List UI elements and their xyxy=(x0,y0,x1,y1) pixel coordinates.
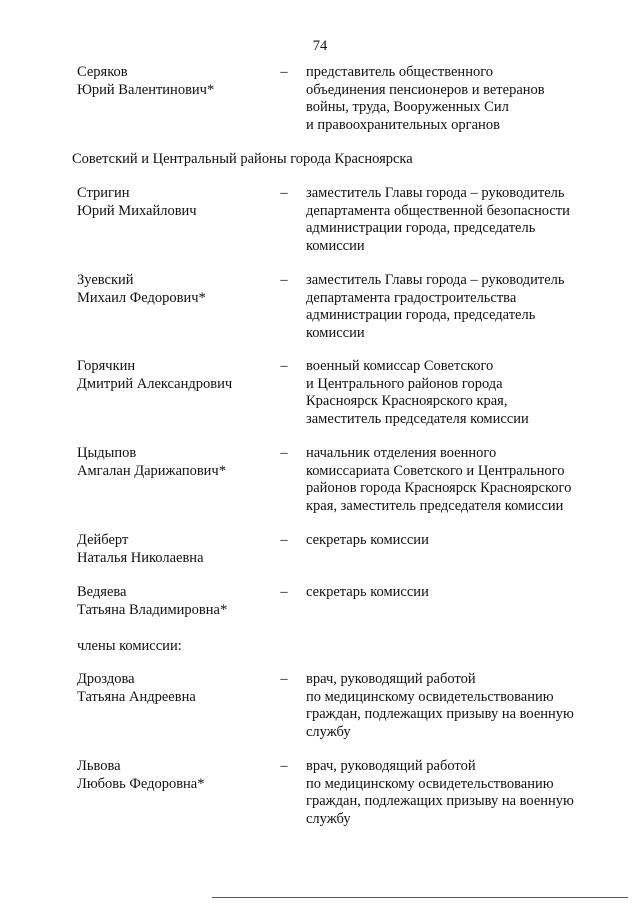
role-line: представитель общественного xyxy=(306,64,494,80)
person-name xyxy=(77,758,272,793)
person-role xyxy=(306,532,606,550)
dash-separator: – xyxy=(280,671,288,687)
given-names: Наталья Николаевна xyxy=(77,549,204,566)
dash-separator: – xyxy=(280,272,288,288)
role-line: края, заместитель председателя комиссии xyxy=(306,497,564,514)
person-name xyxy=(77,272,272,307)
role-line: заместитель Главы города – руководитель xyxy=(306,185,565,201)
dash-separator: – xyxy=(280,64,288,80)
given-names: Татьяна Андреевна xyxy=(77,688,196,705)
role-line: врач, руководящий работой xyxy=(306,671,476,687)
role-line: департамента общественной безопасности xyxy=(306,202,570,219)
role-line: заместитель Главы города – руководитель xyxy=(306,272,565,288)
person-role xyxy=(306,358,606,428)
person-name xyxy=(77,358,272,393)
role-line: заместитель председателя комиссии xyxy=(306,410,529,427)
role-line: военный комиссар Советского xyxy=(306,358,494,374)
surname: Серяков xyxy=(77,64,128,80)
dash-separator: – xyxy=(280,185,288,201)
role-line: Красноярск Красноярского края, xyxy=(306,393,508,409)
given-names: Михаил Федорович* xyxy=(77,289,206,306)
role-line: по медицинскому освидетельствованию xyxy=(306,688,554,705)
role-line: службу xyxy=(306,723,351,740)
role-line: районов города Красноярск Красноярского xyxy=(306,480,572,496)
given-names: Юрий Валентинович* xyxy=(77,81,215,98)
surname: Стригин xyxy=(77,185,130,201)
surname: Зуевский xyxy=(77,272,134,288)
role-line: объединения пенсионеров и ветеранов xyxy=(306,81,545,98)
role-line: и Центрального районов города xyxy=(306,375,503,392)
person-name xyxy=(77,532,272,567)
role-line: войны, труда, Вооруженных Сил xyxy=(306,99,509,115)
bottom-rule xyxy=(212,897,628,898)
role-line: службу xyxy=(306,810,351,827)
person-role xyxy=(306,584,606,602)
role-line: администрации города, председатель xyxy=(306,307,536,323)
person-role xyxy=(306,671,606,741)
members-label: члены комиссии: xyxy=(77,638,182,654)
dash-separator: – xyxy=(280,584,288,600)
surname: Цыдыпов xyxy=(77,445,137,461)
surname: Дроздова xyxy=(77,671,135,687)
role-line: секретарь комиссии xyxy=(306,532,429,548)
dash-separator: – xyxy=(280,358,288,374)
person-role xyxy=(306,185,606,255)
role-line: врач, руководящий работой xyxy=(306,758,476,774)
dash-separator: – xyxy=(280,445,288,461)
role-line: граждан, подлежащих призыву на военную xyxy=(306,793,574,809)
surname: Ведяева xyxy=(77,584,127,600)
surname: Львова xyxy=(77,758,121,774)
role-line: граждан, подлежащих призыву на военную xyxy=(306,706,574,722)
given-names: Амгалан Дарижапович* xyxy=(77,462,226,479)
role-line: комиссии xyxy=(306,324,365,341)
given-names: Юрий Михайлович xyxy=(77,202,197,219)
given-names: Татьяна Владимировна* xyxy=(77,601,228,618)
person-role xyxy=(306,64,606,134)
role-line: комиссариата Советского и Центрального xyxy=(306,462,565,479)
role-line: и правоохранительных органов xyxy=(306,116,500,133)
page-number: 74 xyxy=(312,38,328,54)
person-role xyxy=(306,758,606,828)
person-name xyxy=(77,445,272,480)
person-name xyxy=(77,64,272,99)
person-role xyxy=(306,445,606,515)
dash-separator: – xyxy=(280,758,288,774)
person-role xyxy=(306,272,606,342)
given-names: Дмитрий Александрович xyxy=(77,375,233,392)
role-line: по медицинскому освидетельствованию xyxy=(306,775,554,792)
role-line: департамента градостроительства xyxy=(306,289,517,306)
dash-separator: – xyxy=(280,532,288,548)
surname: Горячкин xyxy=(77,358,136,374)
role-line: администрации города, председатель xyxy=(306,220,536,236)
person-name xyxy=(77,671,272,706)
surname: Дейберт xyxy=(77,532,129,548)
section-heading: Советский и Центральный районы города Красноярска xyxy=(72,151,413,167)
role-line: комиссии xyxy=(306,237,365,254)
person-name xyxy=(77,185,272,220)
role-line: начальник отделения военного xyxy=(306,445,497,461)
role-line: секретарь комиссии xyxy=(306,584,429,600)
given-names: Любовь Федоровна* xyxy=(77,775,205,792)
person-name xyxy=(77,584,272,619)
